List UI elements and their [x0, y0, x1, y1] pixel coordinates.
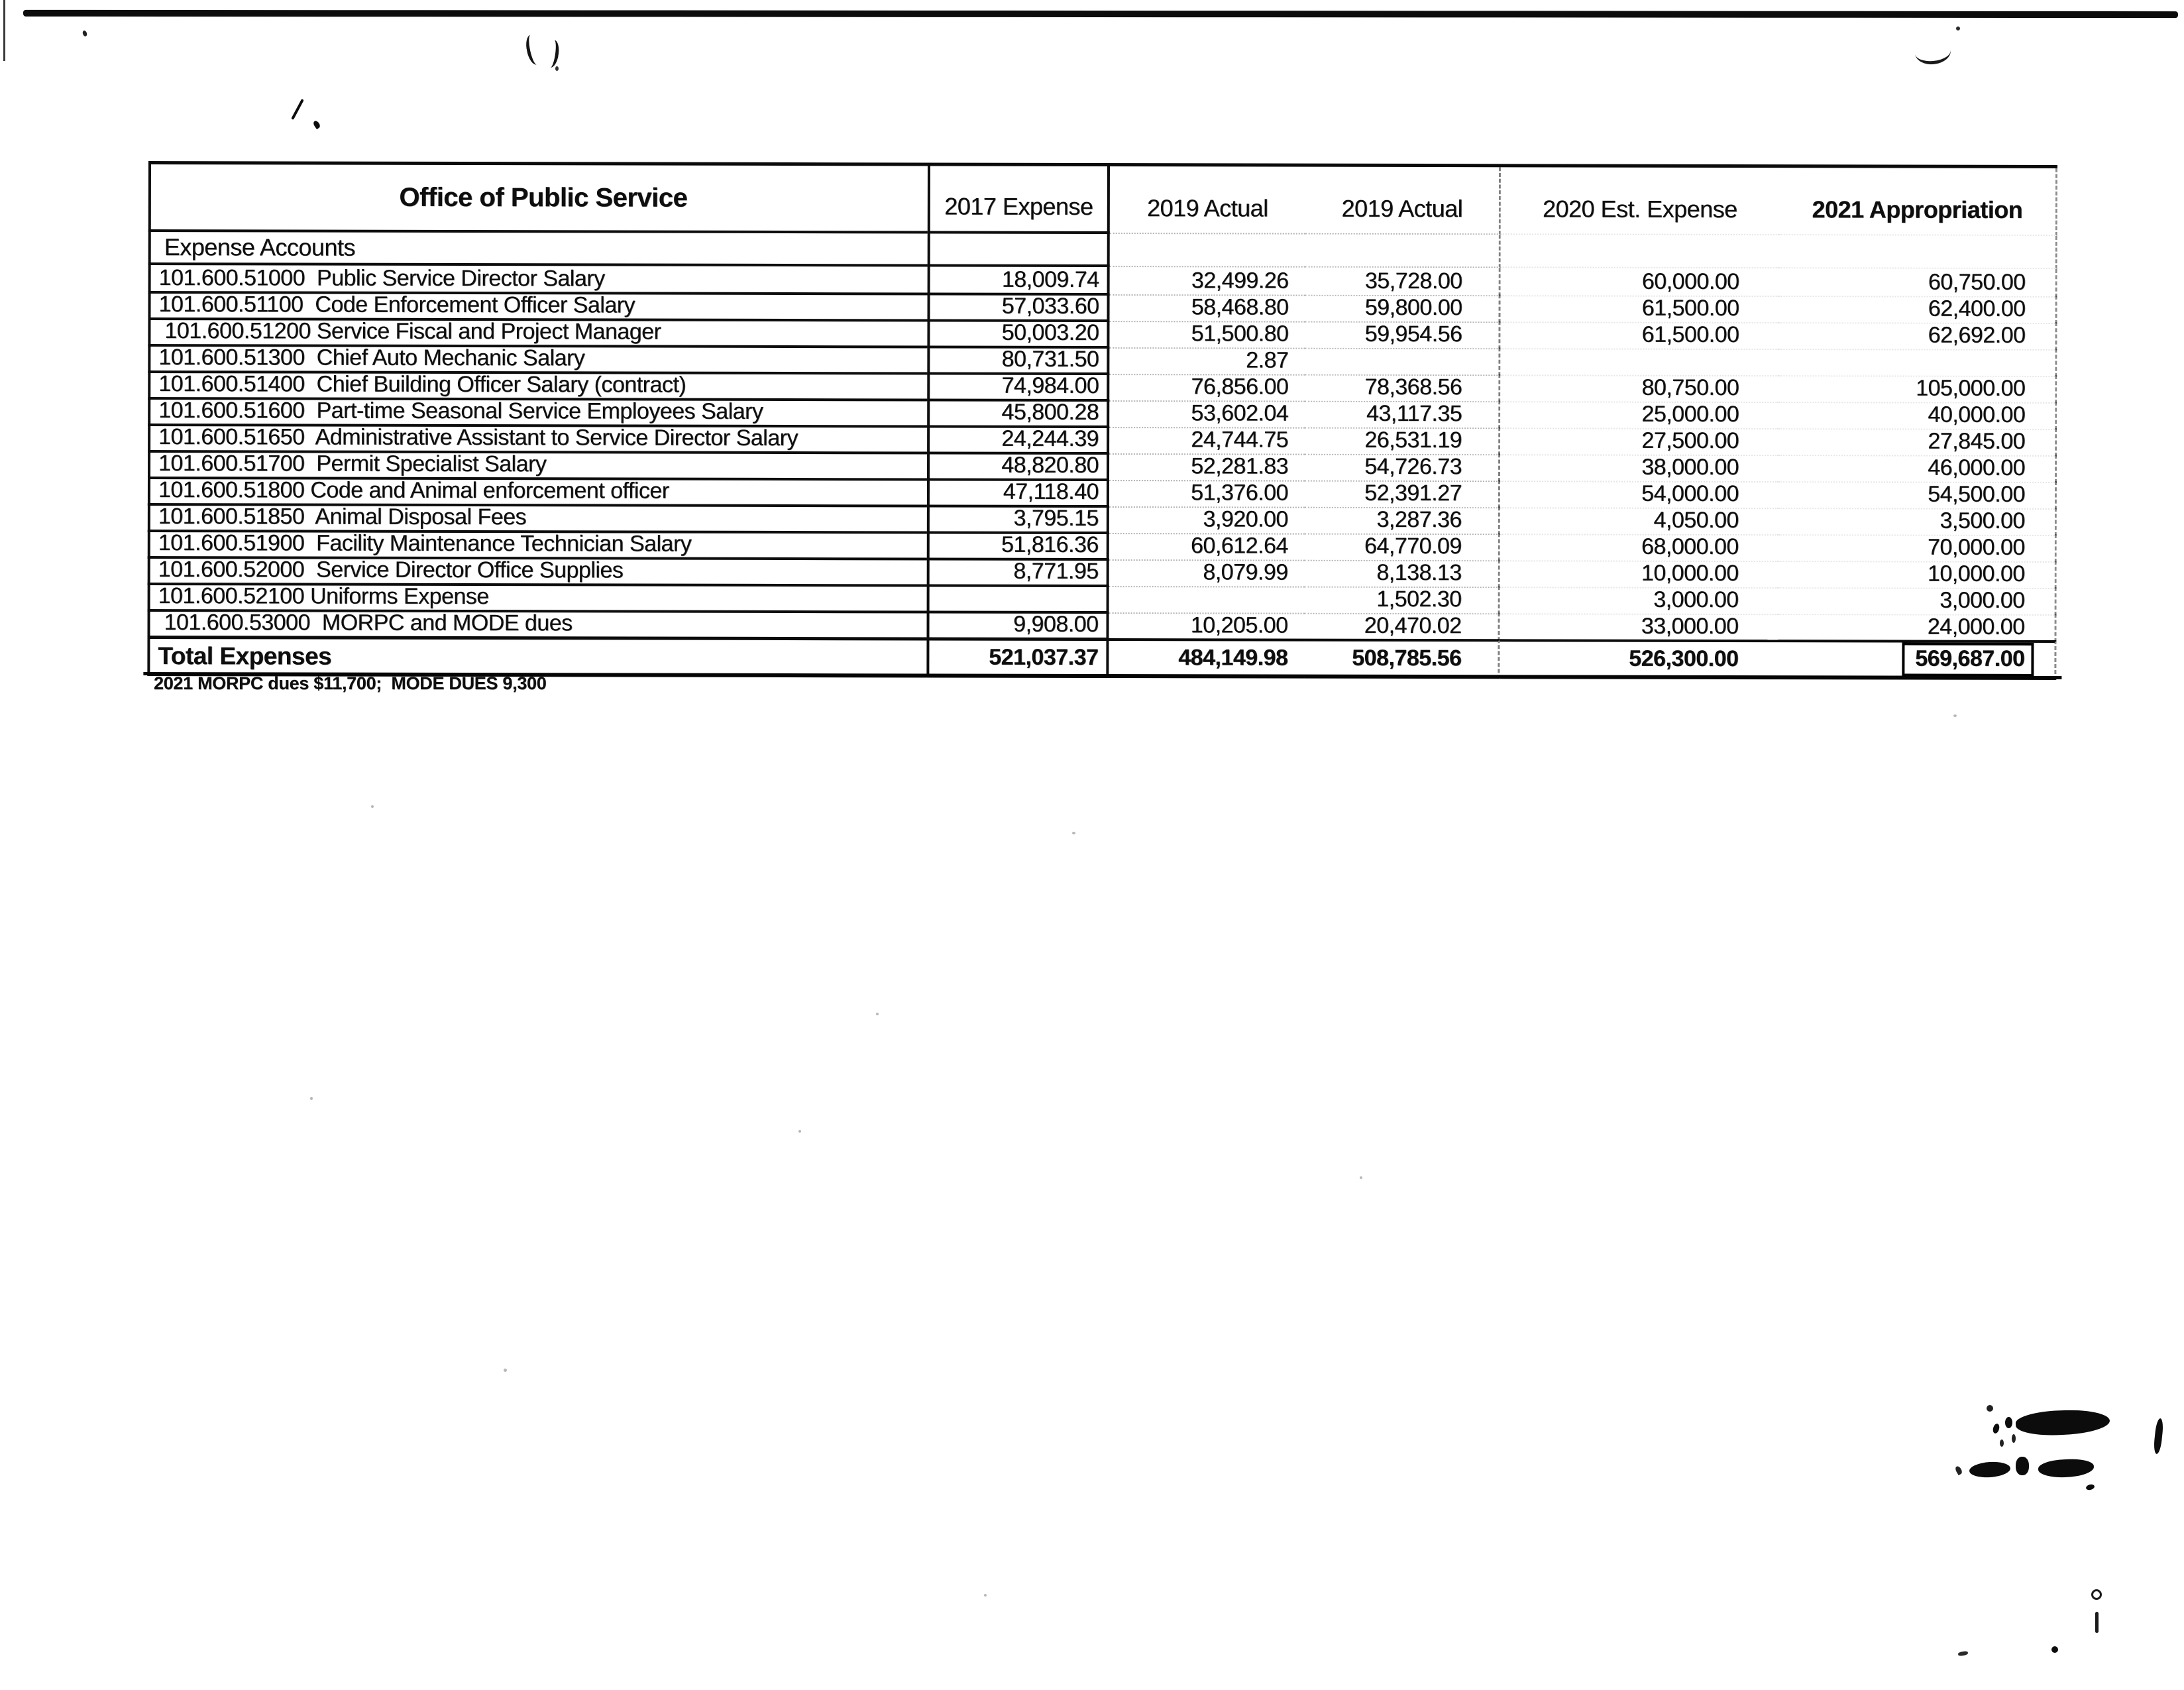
value-2020-est-expense: 33,000.00	[1500, 612, 1778, 642]
account-cell: 101.600.51000 Public Service Director Salary	[148, 265, 928, 295]
value-2019-actual-1: 8,079.99	[1109, 559, 1305, 588]
scan-paren-mark	[523, 33, 543, 66]
value-2019-actual-2: 78,368.56	[1305, 374, 1500, 403]
account-cell: 101.600.51650 Administrative Assistant to Service Director Salary	[148, 424, 927, 454]
value-2019-actual-1: 51,500.80	[1109, 320, 1305, 349]
value-2020-est-expense: 4,050.00	[1500, 506, 1778, 535]
value-2021-appropriation: 24,000.00	[1778, 613, 2056, 642]
value-2020-est-expense: 80,750.00	[1500, 374, 1778, 403]
value-2021-appropriation: 40,000.00	[1778, 401, 2057, 430]
footnote: 2021 MORPC dues $11,700; MODE DUES 9,300	[154, 673, 547, 693]
value-2020-est-expense: 27,500.00	[1500, 427, 1778, 456]
value-2019-actual-1: 58,468.80	[1109, 294, 1305, 323]
ink-smudge	[1954, 1465, 1963, 1475]
account-cell: 101.600.51400 Chief Building Officer Salary (contract)	[148, 371, 927, 401]
table-row	[147, 610, 2056, 640]
table-title: Office of Public Service	[148, 164, 928, 233]
value-2021-appropriation: 54,500.00	[1778, 480, 2057, 510]
col-header-2017-expense: 2017 Expense	[928, 166, 1110, 234]
account-cell: 101.600.51900 Facility Maintenance Technician Salary	[148, 530, 927, 560]
value-2019-actual-2: 8,138.13	[1305, 559, 1500, 589]
ink-smudge	[2085, 1483, 2095, 1491]
table-row	[148, 371, 2057, 402]
value-2019-actual-1: 32,499.26	[1110, 267, 1305, 296]
paper-speck	[1360, 1176, 1362, 1179]
value-2019-actual-1: 51,376.00	[1109, 479, 1305, 508]
total-2019-actual-1: 484,149.98	[1109, 638, 1304, 679]
table-row	[148, 265, 2057, 296]
corner-mark-bar	[2095, 1612, 2099, 1633]
ink-smudge	[2005, 1417, 2012, 1428]
scan-comma	[312, 120, 321, 129]
value-2020-est-expense: 25,000.00	[1500, 400, 1778, 429]
value-2019-actual-2	[1305, 347, 1500, 376]
scan-edge-line	[23, 10, 2178, 18]
empty-cell	[1305, 235, 1501, 268]
value-2017-expense	[927, 585, 1109, 614]
empty-cell	[1779, 235, 2057, 269]
value-2019-actual-1: 24,744.75	[1109, 426, 1305, 455]
value-2017-expense: 51,816.36	[927, 532, 1109, 561]
empty-cell	[1501, 235, 1779, 268]
value-2017-expense: 9,908.00	[926, 611, 1109, 640]
value-2020-est-expense: 68,000.00	[1500, 533, 1778, 562]
value-2019-actual-1	[1109, 585, 1305, 614]
value-2021-appropriation: 60,750.00	[1779, 268, 2057, 298]
ink-smudge	[1969, 1461, 2010, 1479]
account-cell: 101.600.51600 Part-time Seasonal Service Employees Salary	[148, 398, 927, 427]
empty-cell	[928, 233, 1110, 267]
account-cell: 101.600.51200 Service Fiscal and Project Manager	[148, 318, 927, 348]
value-2019-actual-1: 76,856.00	[1109, 373, 1305, 402]
total-2021-boxed-value: 569,687.00	[1902, 643, 2034, 677]
table-rows	[147, 265, 2057, 640]
value-2019-actual-2: 54,726.73	[1305, 453, 1500, 482]
paper-speck	[1953, 714, 1957, 717]
value-2019-actual-2: 52,391.27	[1305, 480, 1500, 509]
paper-speck	[504, 1369, 507, 1372]
value-2020-est-expense: 3,000.00	[1500, 586, 1778, 615]
value-2017-expense: 50,003.20	[927, 319, 1109, 349]
account-cell: 101.600.52000 Service Director Office Supplies	[148, 557, 927, 587]
ink-smudge	[2016, 1457, 2029, 1475]
value-2020-est-expense	[1500, 347, 1778, 376]
value-2021-appropriation: 46,000.00	[1778, 454, 2057, 483]
value-2021-appropriation: 27,845.00	[1778, 427, 2057, 457]
value-2017-expense: 8,771.95	[927, 558, 1109, 587]
section-row	[148, 232, 2057, 269]
value-2021-appropriation: 3,500.00	[1778, 507, 2057, 536]
value-2019-actual-2: 20,470.02	[1304, 612, 1500, 642]
col-header-2021-appropriation: 2021 Appropriation	[1779, 168, 2057, 236]
value-2021-appropriation	[1778, 348, 2057, 377]
total-2017: 521,037.37	[926, 638, 1109, 678]
value-2020-est-expense: 61,500.00	[1500, 321, 1778, 350]
value-2019-actual-2: 59,800.00	[1305, 294, 1500, 323]
value-2019-actual-1: 52,281.83	[1109, 453, 1305, 482]
paper-speck	[1072, 832, 1075, 834]
value-2019-actual-1: 53,602.04	[1109, 400, 1305, 429]
table-row	[148, 318, 2057, 349]
section-label: Expense Accounts	[148, 232, 928, 266]
scan-edge-hairline	[3, 0, 5, 61]
table-header-row	[148, 164, 2057, 236]
ink-tick	[2153, 1418, 2164, 1455]
paper-speck	[310, 1097, 313, 1100]
total-2019-actual-2: 508,785.56	[1304, 639, 1500, 679]
value-2017-expense: 3,795.15	[927, 505, 1109, 534]
value-2017-expense: 47,118.40	[927, 479, 1109, 508]
paper-speck	[984, 1594, 987, 1597]
budget-table	[147, 161, 2057, 671]
value-2020-est-expense: 38,000.00	[1500, 453, 1778, 482]
value-2019-actual-2: 35,728.00	[1305, 268, 1501, 297]
value-2017-expense: 80,731.50	[927, 346, 1109, 375]
value-2017-expense: 45,800.28	[927, 399, 1109, 428]
account-cell: 101.600.53000 MORPC and MODE dues	[147, 610, 926, 640]
col-header-2020-est-expense: 2020 Est. Expense	[1501, 167, 1779, 235]
value-2019-actual-2: 1,502.30	[1305, 586, 1500, 615]
ink-smudge	[2015, 1408, 2110, 1437]
paper-speck	[371, 805, 374, 808]
value-2019-actual-1: 3,920.00	[1109, 506, 1305, 535]
empty-cell	[1110, 234, 1305, 268]
value-2020-est-expense: 61,500.00	[1500, 294, 1778, 323]
value-2019-actual-2: 59,954.56	[1305, 321, 1500, 350]
value-2020-est-expense: 10,000.00	[1500, 559, 1778, 589]
table-row	[148, 424, 2057, 455]
ink-smudge	[1992, 1423, 2000, 1434]
paper-speck	[876, 1013, 879, 1015]
value-2019-actual-2: 64,770.09	[1305, 533, 1500, 562]
total-2020-est-expense: 526,300.00	[1500, 639, 1778, 679]
value-2019-actual-2: 3,287.36	[1305, 506, 1500, 535]
account-cell: 101.600.52100 Uniforms Expense	[148, 583, 927, 613]
scan-curve-mark	[1914, 38, 1952, 66]
table-row	[148, 583, 2057, 614]
paper-speck	[798, 1130, 801, 1133]
value-2019-actual-1: 10,205.00	[1109, 612, 1304, 641]
value-2019-actual-2: 26,531.19	[1305, 427, 1500, 456]
value-2019-actual-1: 2.87	[1109, 347, 1305, 376]
value-2019-actual-2: 43,117.35	[1305, 400, 1500, 429]
value-2021-appropriation: 70,000.00	[1778, 534, 2057, 563]
corner-mark-dot	[2051, 1646, 2058, 1653]
account-cell: 101.600.51300 Chief Auto Mechanic Salary	[148, 345, 927, 374]
value-2017-expense: 18,009.74	[928, 266, 1110, 296]
account-cell: 101.600.51700 Permit Specialist Salary	[148, 451, 927, 480]
total-label: Total Expenses	[147, 636, 926, 677]
value-2020-est-expense: 54,000.00	[1500, 480, 1778, 509]
table-row	[148, 477, 2057, 508]
account-cell: 101.600.51100 Code Enforcement Officer Salary	[148, 292, 927, 321]
scan-stroke	[291, 99, 303, 120]
table-row	[148, 557, 2057, 587]
ink-smudge	[2012, 1434, 2016, 1443]
value-2017-expense: 24,244.39	[927, 425, 1109, 455]
value-2017-expense: 57,033.60	[927, 293, 1109, 322]
account-cell: 101.600.51850 Animal Disposal Fees	[148, 504, 927, 534]
table-row	[148, 451, 2057, 481]
ink-smudge	[1987, 1405, 1993, 1412]
value-2021-appropriation: 62,692.00	[1778, 321, 2057, 351]
table-row	[148, 398, 2057, 428]
scan-dot	[82, 30, 88, 37]
table-row	[148, 345, 2057, 375]
corner-mark-ring	[2091, 1589, 2102, 1600]
account-cell: 101.600.51800 Code and Animal enforcement officer	[148, 477, 927, 507]
table-row	[148, 504, 2057, 534]
ink-smudge	[2000, 1439, 2004, 1447]
table-row	[148, 530, 2057, 561]
value-2021-appropriation: 62,400.00	[1778, 295, 2057, 324]
value-2019-actual-1: 60,612.64	[1109, 532, 1305, 561]
corner-mark-dash	[1958, 1651, 1969, 1657]
scan-dot	[1956, 27, 1960, 30]
scan-paren-mark	[544, 39, 561, 68]
col-header-2019-actual-1: 2019 Actual	[1110, 166, 1305, 235]
table-row	[148, 292, 2057, 322]
value-2017-expense: 74,984.00	[927, 372, 1109, 402]
ink-smudge	[2038, 1459, 2095, 1479]
value-2021-appropriation: 3,000.00	[1778, 587, 2057, 616]
total-row	[147, 636, 2056, 671]
value-2021-appropriation: 105,000.00	[1778, 374, 2057, 404]
value-2017-expense: 48,820.80	[927, 452, 1109, 481]
value-2020-est-expense: 60,000.00	[1501, 268, 1779, 297]
value-2021-appropriation: 10,000.00	[1778, 560, 2057, 589]
total-2021-appropriation	[1778, 640, 2056, 680]
scan-dot	[555, 66, 559, 71]
col-header-2019-actual-2: 2019 Actual	[1305, 167, 1501, 235]
